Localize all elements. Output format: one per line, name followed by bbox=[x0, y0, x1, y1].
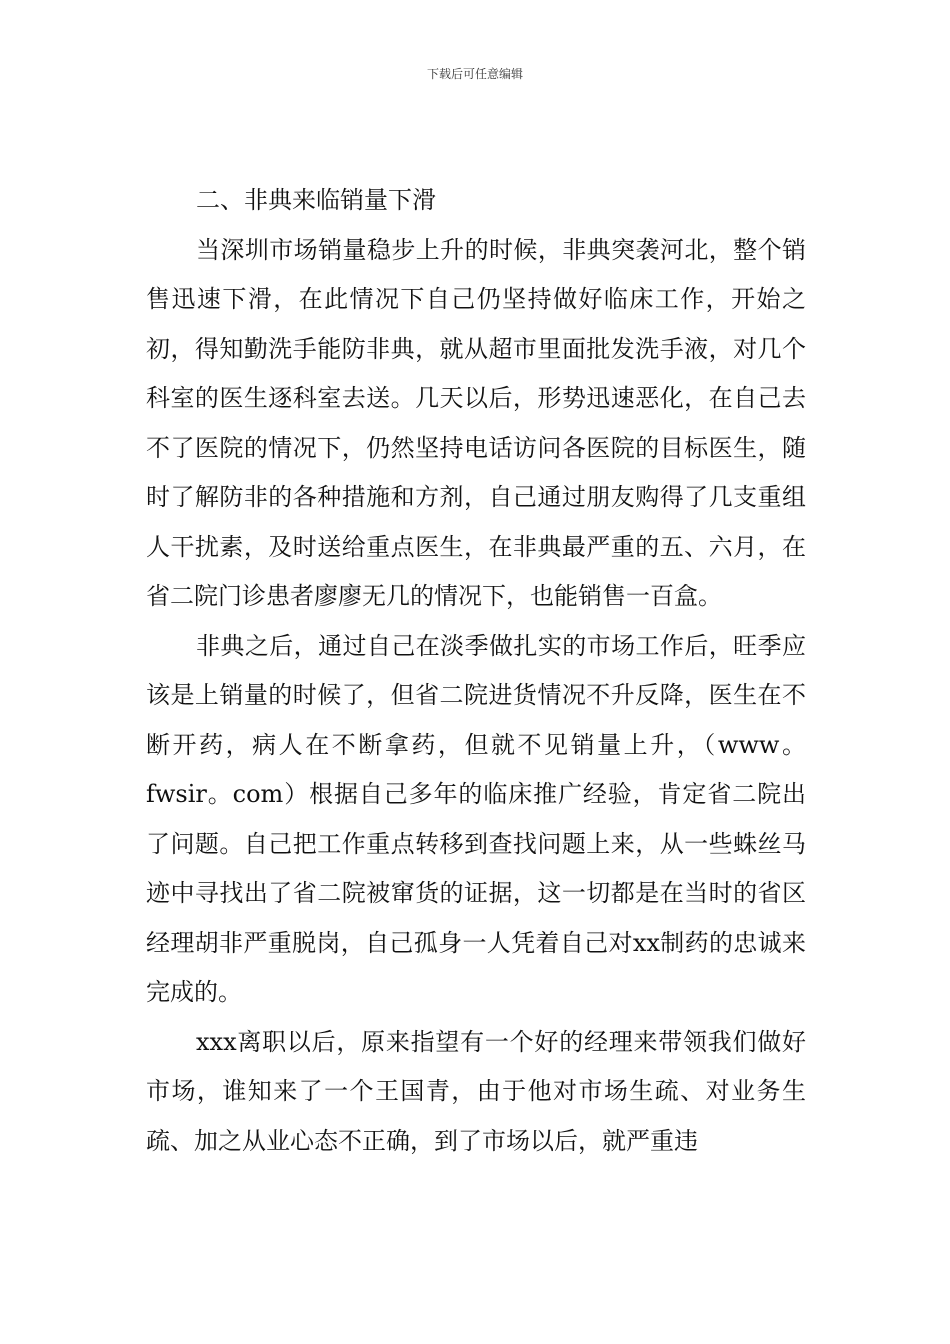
section-heading: 二、非典来临销量下滑 bbox=[196, 186, 436, 214]
document-body bbox=[146, 176, 806, 1166]
paragraph-2: 非典之后，通过自己在淡季做扎实的市场工作后，旺季应该是上销量的时候了，但省二院进货情况不升反降，医生在不断开药，病人在不断拿药，但就不见销量上升，（www。fwsir。com）根据自己多年的临床推广经验，肯定省二院出了问题。自己把工作重点转移到查找问题上来，从一些蛛丝马迹中寻找出了省二院被窜货的证据，这一切都是在当时的省区经理胡非严重脱岗，自己孤身一人凭着自己对xx制药的忠诚来完成的。 bbox=[146, 631, 806, 1006]
paragraph-3: xxx离职以后，原来指望有一个好的经理来带领我们做好市场，谁知来了一个王国青，由于他对市场生疏、对业务生疏、加之从业心态不正确，到了市场以后，就严重违 bbox=[146, 1027, 806, 1155]
page-header: 下载后可任意编辑 bbox=[426, 67, 523, 81]
paragraph-1: 当深圳市场销量稳步上升的时候，非典突袭河北，整个销售迅速下滑，在此情况下自己仍坚持做好临床工作，开始之初，得知勤洗手能防非典，就从超市里面批发洗手液，对几个科室的医生逐科室去送。几天以后，形势迅速恶化，在自己去不了医院的情况下，仍然坚持电话访问各医院的目标医生，随时了解防非的各种措施和方剂，自己通过朋友购得了几支重组人干扰素，及时送给重点医生，在非典最严重的五、六月，在省二院门诊患者廖廖无几的情况下，也能销售一百盒。 bbox=[146, 235, 806, 610]
